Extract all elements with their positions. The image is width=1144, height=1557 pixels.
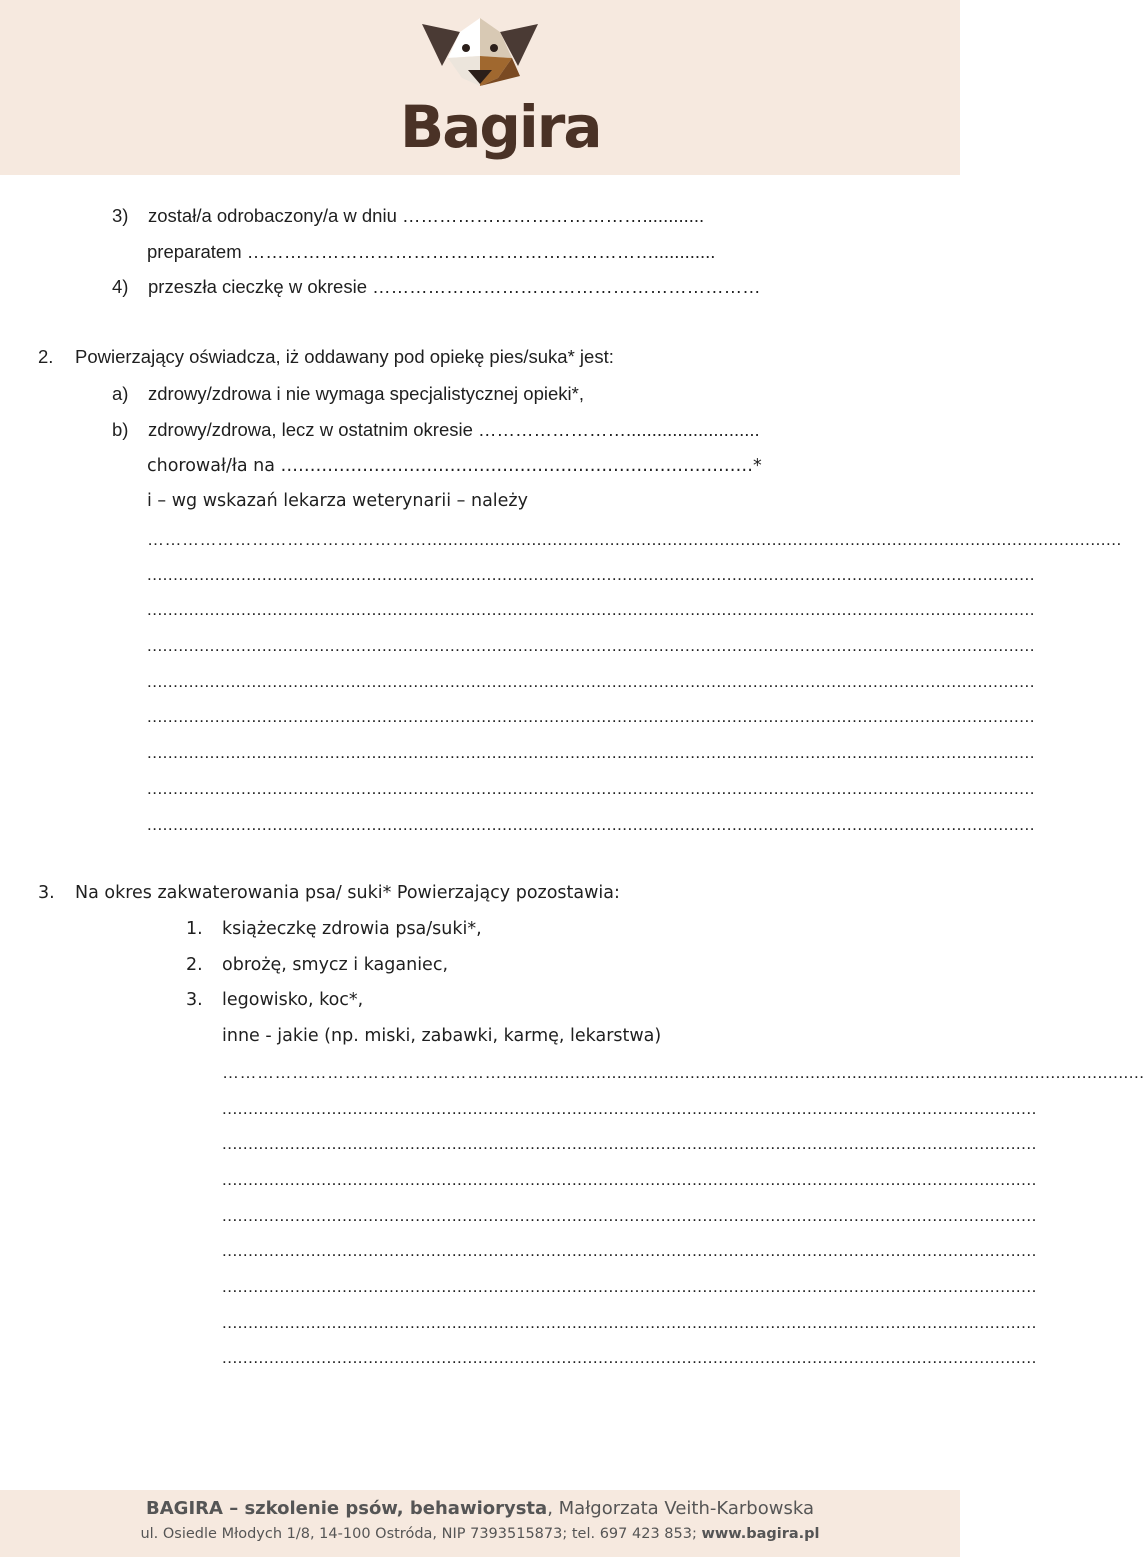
fill-line: ………………………………………….....................................................................................................................................: [147, 530, 1122, 549]
dog-head-icon: [400, 14, 560, 100]
fill-line: ..........................................................................................................................................................................: [147, 672, 1035, 691]
fill-line: ............................................................................................................................................................: [222, 1170, 1037, 1189]
option-a-text: zdrowy/zdrowa i nie wymaga specjalistycznej opieki*,: [148, 383, 584, 404]
item4-number: 4): [112, 276, 129, 297]
option-b-text: zdrowy/zdrowa, lecz w ostatnim okresie ……………………..........................: [148, 419, 760, 440]
footer-website-link[interactable]: www.bagira.pl: [701, 1526, 820, 1542]
footer-contact: [0, 1524, 960, 1544]
section3-heading: Na okres zakwaterowania psa/ suki* Powierzający pozostawia:: [75, 883, 620, 903]
fill-line: ............................................................................................................................................................: [222, 1206, 1037, 1225]
footer-owner: , Małgorzata Veith-Karbowska: [547, 1498, 814, 1519]
list-item-number: 1.: [186, 919, 203, 939]
fill-line: ............................................................................................................................................................: [222, 1348, 1037, 1367]
footer: [0, 1490, 960, 1557]
fill-line: ............................................................................................................................................................: [222, 1277, 1037, 1296]
fill-line: ..........................................................................................................................................................................: [147, 600, 1035, 619]
fill-line: ..........................................................................................................................................................................: [147, 743, 1035, 762]
fill-line: ..........................................................................................................................................................................: [147, 565, 1035, 584]
item3-continuation: preparatem …………………………………………………………............: [147, 241, 716, 262]
list-item-text: książeczkę zdrowia psa/suki*,: [222, 919, 482, 939]
bagira-logo: [400, 14, 601, 170]
fill-line: ............................................................................................................................................................: [222, 1241, 1037, 1260]
list-item-number: 3.: [186, 990, 203, 1010]
item3-number: 3): [112, 205, 129, 226]
list-item-text: legowisko, koc*,: [222, 990, 364, 1010]
fill-line: …………………………………………...........................................................................................................................: [222, 1063, 1144, 1082]
logo-text: Bagira: [400, 93, 601, 161]
option-b-letter: b): [112, 419, 129, 440]
item3-text: został/a odrobaczony/a w dniu …………………………………............: [148, 205, 705, 226]
fill-line: ..........................................................................................................................................................................: [147, 707, 1035, 726]
header-banner: [0, 0, 960, 175]
option-b-line3: i – wg wskazań lekarza weterynarii – należy: [147, 491, 528, 511]
list-item-number: 2.: [186, 955, 203, 975]
other-items-label: inne - jakie (np. miski, zabawki, karmę, lekarstwa): [222, 1026, 662, 1046]
list-item-text: obrożę, smycz i kaganiec,: [222, 955, 449, 975]
fill-line: ............................................................................................................................................................: [222, 1134, 1037, 1153]
item4-text: przeszła cieczkę w okresie ………………………………………………………: [148, 276, 761, 297]
fill-line: ..........................................................................................................................................................................: [147, 815, 1035, 834]
fill-line: ..........................................................................................................................................................................: [147, 636, 1035, 655]
footer-address: ul. Osiedle Młodych 1/8, 14-100 Ostróda, NIP 7393515873; tel. 697 423 853;: [140, 1526, 702, 1542]
footer-company: [0, 1497, 960, 1521]
fill-line: ............................................................................................................................................................: [222, 1099, 1037, 1118]
option-b-line2: chorował/ła na ………………………………………………………………………*: [147, 456, 762, 476]
section2-heading: Powierzający oświadcza, iż oddawany pod opiekę pies/suka* jest:: [75, 346, 614, 367]
section3-number: 3.: [38, 883, 55, 903]
fill-line: ..........................................................................................................................................................................: [147, 779, 1035, 798]
option-a-letter: a): [112, 383, 129, 404]
fill-line: ............................................................................................................................................................: [222, 1313, 1037, 1332]
section2-number: 2.: [38, 346, 54, 367]
footer-company-name: BAGIRA – szkolenie psów, behawiorysta: [146, 1498, 548, 1519]
